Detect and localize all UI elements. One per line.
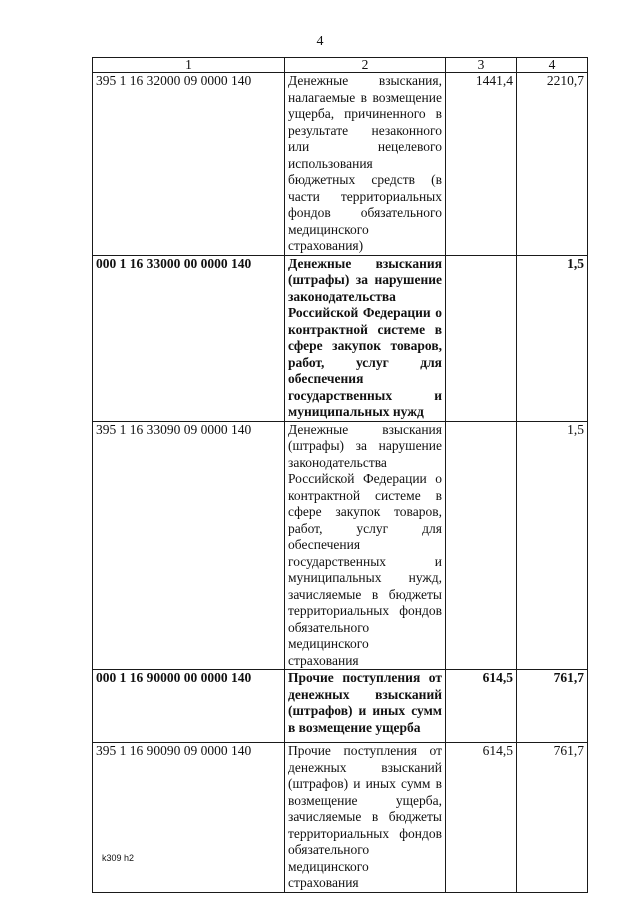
description-cell: Денежные взыскания (штрафы) за нарушение законодательства Российской Федерации о контрактной системе в сфере закупок товаров, работ, услуг для обеспечения государственных и муниципальных нужд, зачисляемые в бюджеты территориальных фондов обязательного медицинского страхования: [285, 421, 446, 670]
table-row: [93, 670, 588, 743]
value-col3-cell: [446, 255, 517, 421]
value-col3-cell: 1441,4: [446, 73, 517, 256]
table-row: [93, 421, 588, 670]
value-col3-cell: [446, 421, 517, 670]
value-col4-cell: 1,5: [517, 421, 588, 670]
table-row: [93, 743, 588, 893]
revenue-table: [92, 57, 588, 893]
page-number: 4: [316, 34, 324, 49]
description-cell: Прочие поступления от денежных взысканий (штрафов) и иных сумм в возмещение ущерба: [285, 670, 446, 743]
column-header-1: 1: [93, 58, 285, 73]
budget-code-cell: 395 1 16 90090 09 0000 140: [93, 743, 285, 893]
table-row: [93, 73, 588, 256]
table-row: [93, 255, 588, 421]
description-cell: Прочие поступления от денежных взысканий (штрафов) и иных сумм в возмещение ущерба, зачисляемые в бюджеты территориальных фондов обязательного медицинского страхования: [285, 743, 446, 893]
value-col3-cell: 614,5: [446, 743, 517, 893]
document-footer-code: k309 h2: [102, 853, 135, 863]
budget-code-cell: 000 1 16 33000 00 0000 140: [93, 255, 285, 421]
budget-code-cell: 000 1 16 90000 00 0000 140: [93, 670, 285, 743]
budget-code-cell: 395 1 16 32000 09 0000 140: [93, 73, 285, 256]
value-col4-cell: 761,7: [517, 743, 588, 893]
budget-code-cell: 395 1 16 33090 09 0000 140: [93, 421, 285, 670]
description-cell: Денежные взыскания (штрафы) за нарушение законодательства Российской Федерации о контрактной системе в сфере закупок товаров, работ, услуг для обеспечения государственных и муниципальных нужд: [285, 255, 446, 421]
value-col4-cell: 761,7: [517, 670, 588, 743]
column-header-3: 3: [446, 58, 517, 73]
header-row: [93, 58, 588, 73]
value-col4-cell: 2210,7: [517, 73, 588, 256]
description-cell: Денежные взыскания, налагаемые в возмещение ущерба, причиненного в результате незаконного или нецелевого использования бюджетных средств (в части территориальных фондов обязательного медицинского страхования): [285, 73, 446, 256]
value-col4-cell: 1,5: [517, 255, 588, 421]
column-header-4: 4: [517, 58, 588, 73]
column-header-2: 2: [285, 58, 446, 73]
value-col3-cell: 614,5: [446, 670, 517, 743]
